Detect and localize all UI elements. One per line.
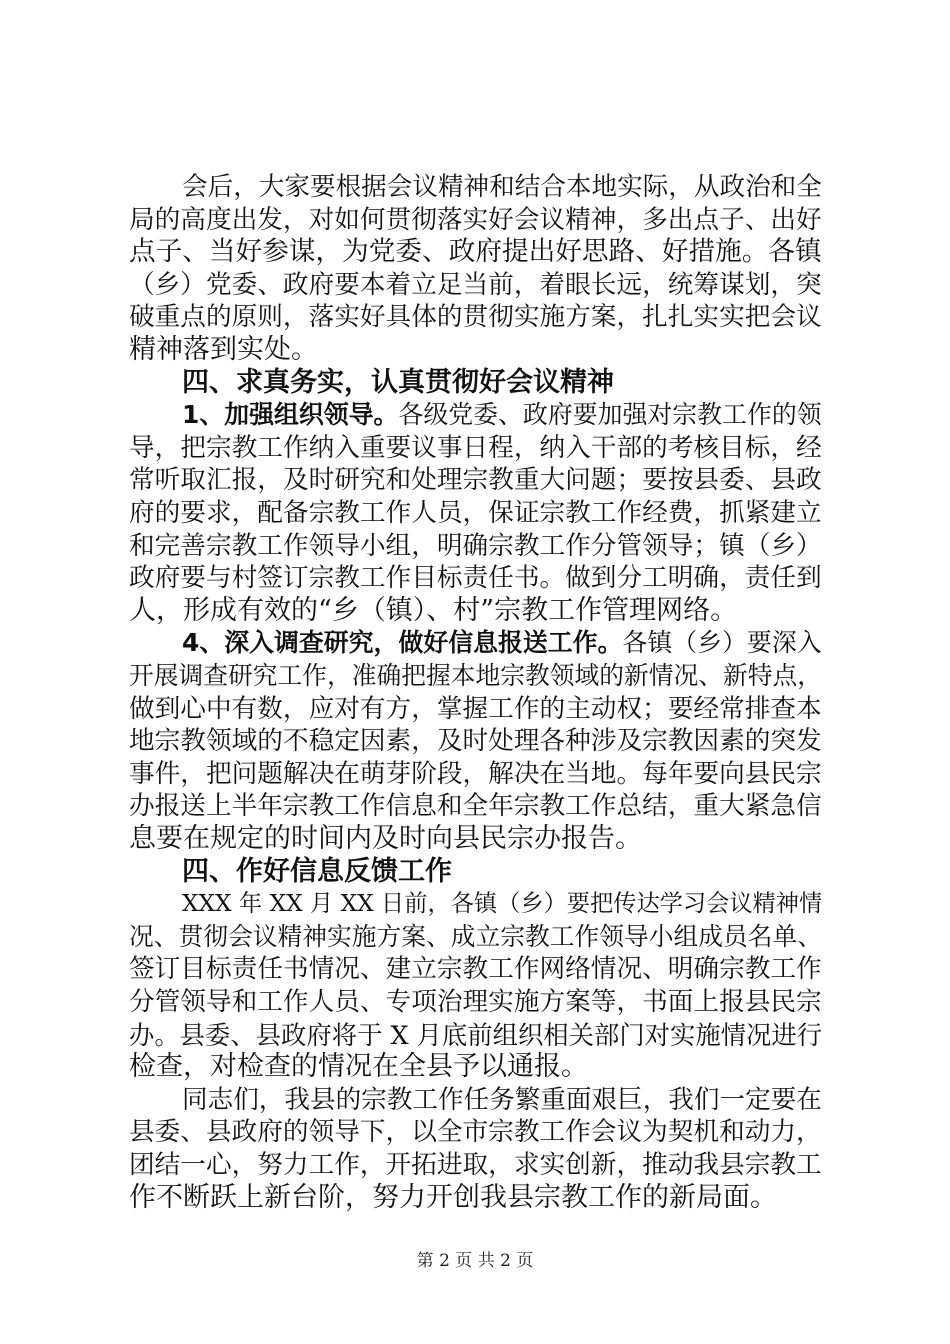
paragraph-line: 况、贯彻会议精神实施方案、成立宗教工作领导小组成员名单、 (129, 921, 822, 951)
page-number-footer: 第 2 页 共 2 页 (416, 1251, 534, 1271)
item-4-title: 4、深入调查研究，做好信息报送工作。 (182, 628, 623, 658)
section-heading: 四、作好信息反馈工作 (182, 855, 452, 887)
paragraph-line: 办。县委、县政府将于 X 月底前组织相关部门对实施情况进行 (129, 1019, 823, 1050)
paragraph-line: 做到心中有数，应对有方，掌握工作的主动权；要经常排查本 (129, 693, 822, 724)
paragraph-line: 地宗教领域的不稳定因素，及时处理各种涉及宗教因素的突发 (129, 726, 822, 757)
item-1-text: 各级党委、政府要加强对宗教工作的领 (398, 400, 822, 430)
paragraph-line: 签订目标责任书情况、建立宗教工作网络情况、明确宗教工作 (129, 954, 822, 985)
paragraph-line: 开展调查研究工作，准确把握本地宗教领域的新情况、新特点， (129, 661, 822, 690)
paragraph-line: 作不断跃上新台阶，努力开创我县宗教工作的新局面。 (129, 1181, 777, 1213)
item-1-title: 1、加强组织领导。 (182, 400, 399, 430)
item-4-text: 各镇（乡）要深入 (622, 628, 822, 658)
paragraph-line: 事件，把问题解决在萌芽阶段，解决在当地。每年要向县民宗 (129, 758, 822, 789)
paragraph-line: XXX 年 XX 月 XX 日前，各镇（乡）要把传达学习会议精神情 (182, 890, 823, 918)
paragraph-line: 分管领导和工作人员、专项治理实施方案等，书面上报县民宗 (129, 987, 822, 1017)
paragraph-line: 息要在规定的时间内及时向县民宗办报告。 (129, 823, 642, 854)
paragraph-line: 会后，大家要根据会议精神和结合本地实际，从政治和全 (182, 172, 822, 202)
paragraph-line: 常听取汇报，及时研究和处理宗教重大问题；要按县委、县政 (129, 465, 822, 496)
paragraph-line: 精神落到实处。 (129, 334, 318, 365)
section-heading: 四、求真务实，认真贯彻好会议精神 (182, 366, 614, 398)
paragraph-line: 县委、县政府的领导下，以全市宗教工作会议为契机和动力， (129, 1117, 822, 1148)
paragraph-line: 点子、当好参谋，为党委、政府提出好思路、好措施。各镇 (129, 236, 822, 268)
paragraph-line: 同志们，我县的宗教工作任务繁重面艰巨，我们一定要在 (182, 1084, 822, 1115)
paragraph-line: （乡）党委、政府要本着立足当前，着眼长远，统筹谋划，突 (129, 269, 822, 300)
paragraph-line: 检查，对检查的情况在全县予以通报。 (129, 1051, 588, 1083)
paragraph-line: 团结一心，努力工作，开拓进取，求实创新，推动我县宗教工 (129, 1150, 822, 1180)
paragraph-line: 破重点的原则，落实好具体的贯彻实施方案，扎扎实实把会议 (129, 302, 822, 333)
item-1-first-line (182, 399, 822, 432)
paragraph-line: 导，把宗教工作纳入重要议事日程，纳入干部的考核目标，经 (129, 432, 822, 463)
paragraph-line: 局的高度出发，对如何贯彻落实好会议精神，多出点子、出好 (129, 204, 822, 235)
paragraph-line: 和完善宗教工作领导小组，明确宗教工作分管领导；镇（乡） (129, 530, 822, 561)
paragraph-line: 人，形成有效的“乡（镇）、村”宗教工作管理网络。 (129, 594, 738, 626)
paragraph-line: 府的要求，配备宗教工作人员，保证宗教工作经费，抓紧建立 (129, 498, 822, 528)
paragraph-line: 办报送上半年宗教工作信息和全年宗教工作总结，重大紧急信 (129, 791, 822, 822)
paragraph-line: 政府要与村签订宗教工作目标责任书。做到分工明确，责任到 (129, 563, 822, 594)
item-4-first-line (182, 627, 822, 660)
